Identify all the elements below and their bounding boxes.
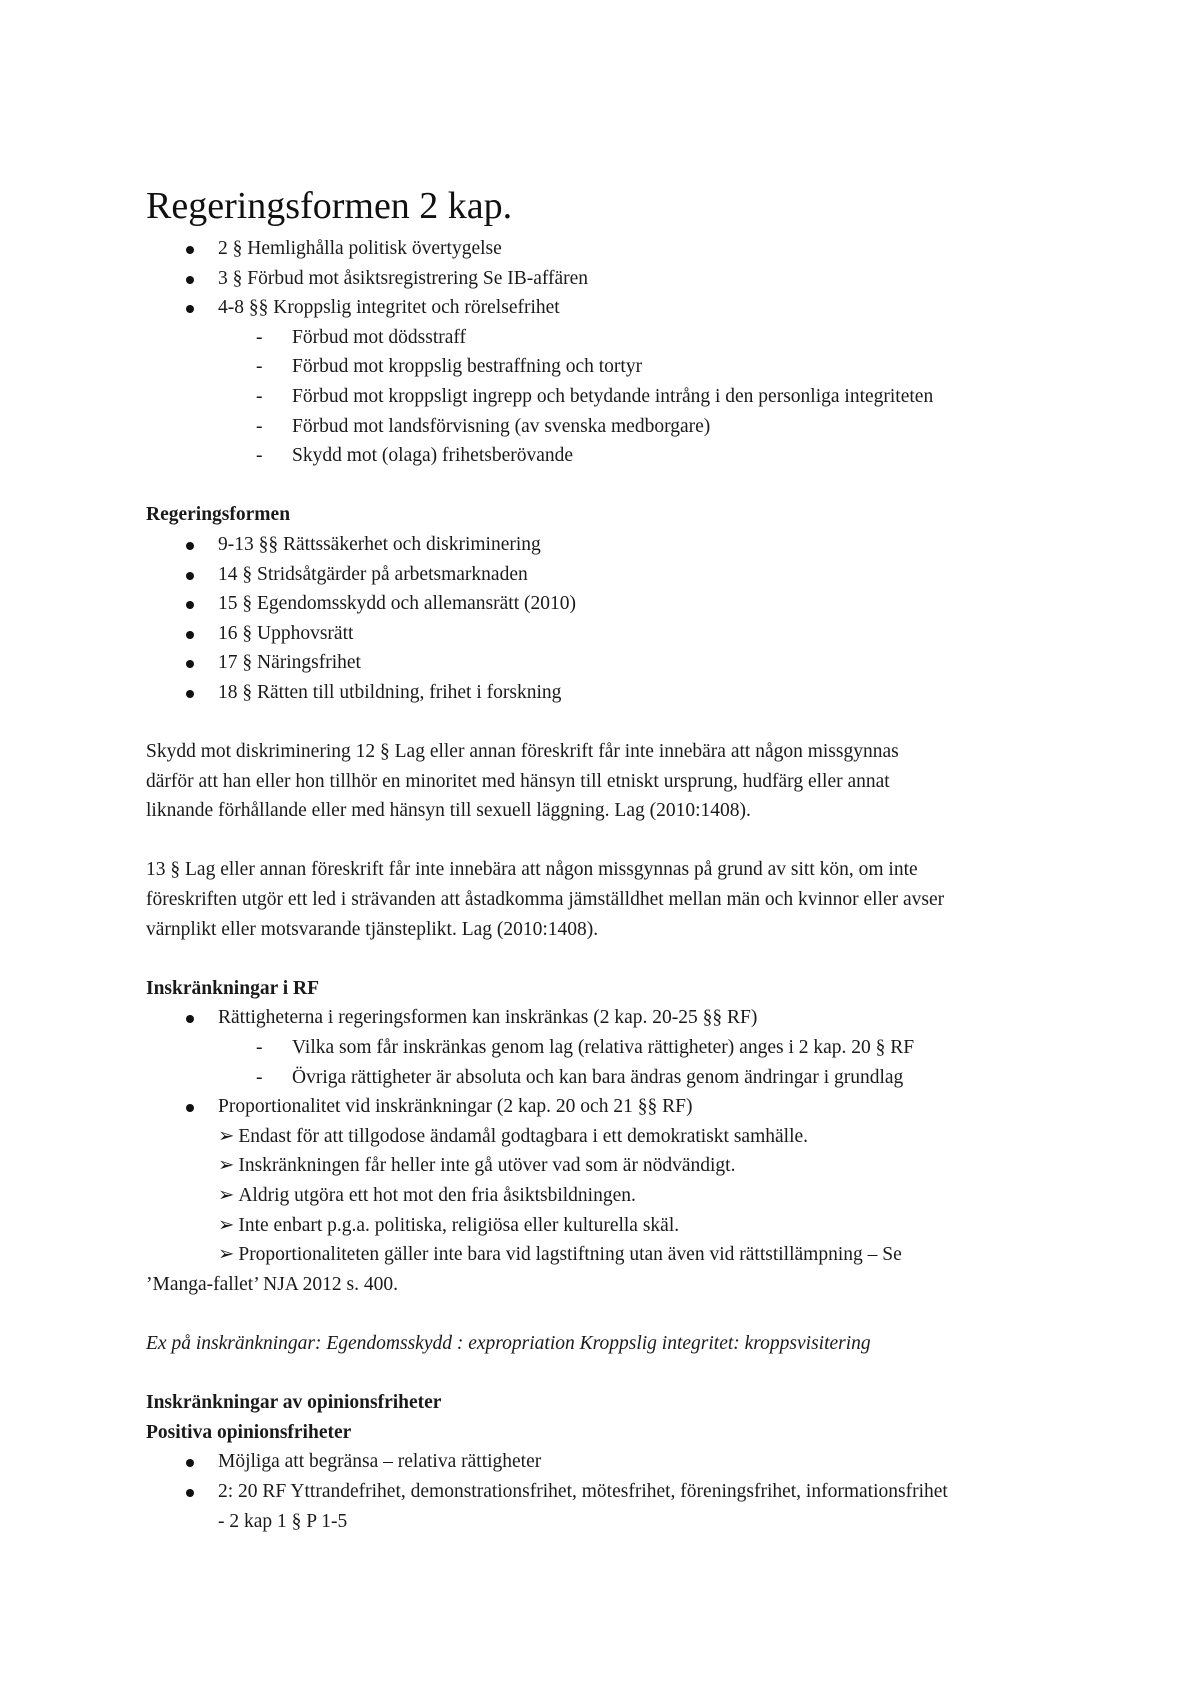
list-item: 17 § Näringsfrihet [146, 648, 1076, 678]
arrow-item-text: Endast för att tillgodose ändamål godtagbara i ett demokratiskt samhälle. [238, 1125, 809, 1147]
list-item: 14 § Stridsåtgärder på arbetsmarknaden [146, 560, 1076, 590]
list-item: 15 § Egendomsskydd och allemansrätt (2010) [146, 589, 1076, 619]
arrow-item-text: Inte enbart p.g.a. politiska, religiösa eller kulturella skäl. [238, 1214, 680, 1236]
arrow-bullet-icon: ➢ [218, 1125, 235, 1147]
sub-list-item: - Skydd mot (olaga) frihetsberövande [146, 441, 1076, 471]
paragraph-line: därför att han eller hon tillhör en minoritet med hänsyn till etniskt ursprung, hudfärg eller annat [146, 770, 890, 792]
arrow-item-text: Aldrig utgöra ett hot mot den fria åsiktsbildningen. [238, 1185, 636, 1206]
paragraph-discrimination [146, 737, 1076, 826]
arrow-bullet-icon: ➢ [218, 1185, 235, 1206]
arrow-bullet-icon: ➢ [218, 1155, 235, 1177]
page-title: Regeringsformen 2 kap. [146, 185, 513, 227]
document-page [146, 183, 1076, 1536]
section-heading: Regeringsformen [146, 504, 291, 526]
paragraph-line: liknande förhållande eller med hänsyn till sexuell läggning. Lag (2010:1408). [146, 800, 751, 822]
arrow-item-text: Inskränkningen får heller inte gå utöver vad som är nödvändigt. [238, 1155, 736, 1177]
paragraph-line: 13 § Lag eller annan föreskrift får inte innebära att någon missgynnas på grund av sitt kön, om inte [146, 859, 918, 881]
arrow-item-text: Proportionaliteten gäller inte bara vid lagstiftning utan även vid rättstillämpning – Se [238, 1244, 902, 1266]
arrow-list-item [146, 1122, 1076, 1152]
list-item: 9-13 §§ Rättssäkerhet och diskriminering [146, 530, 1076, 560]
arrow-bullet-icon: ➢ [218, 1214, 235, 1236]
list-item: Rättigheterna i regeringsformen kan inskränkas (2 kap. 20-25 §§ RF) [146, 1003, 1076, 1033]
arrow-list-item [146, 1211, 1076, 1241]
arrow-bullet-icon: ➢ [218, 1244, 235, 1266]
sub-list-item: - Förbud mot kroppslig bestraffning och tortyr [146, 352, 1076, 382]
section4-list [146, 1447, 1076, 1536]
section1-list [146, 234, 1076, 471]
list-item: 16 § Upphovsrätt [146, 619, 1076, 649]
paragraph-gender [146, 855, 1076, 944]
arrow-continuation: ’Manga-fallet’ NJA 2012 s. 400. [146, 1273, 399, 1295]
paragraph-line: Skydd mot diskriminering 12 § Lag eller annan föreskrift får inte innebära att någon missgynnas [146, 741, 899, 763]
sub-list-item: - Förbud mot landsförvisning (av svenska medborgare) [146, 412, 1076, 442]
section-heading: Inskränkningar i RF [146, 977, 320, 999]
list-item: 18 § Rätten till utbildning, frihet i forskning [146, 678, 1076, 708]
section-subheading: Positiva opinionsfriheter [146, 1421, 352, 1443]
list-item: 4-8 §§ Kroppslig integritet och rörelsefrihet [146, 293, 1076, 323]
example-line: Ex på inskränkningar: Egendomsskydd : expropriation Kroppslig integritet: kroppsvisitering [146, 1332, 871, 1354]
arrow-list-item [146, 1240, 1076, 1270]
arrow-list-item [146, 1151, 1076, 1181]
section2-list [146, 530, 1076, 708]
list-item: Möjliga att begränsa – relativa rättigheter [146, 1447, 1076, 1477]
section3-list [146, 1003, 1076, 1299]
paragraph-line: föreskriften utgör ett led i strävanden att åstadkomma jämställdhet mellan män och kvinnor eller avser [146, 889, 945, 911]
sub-list-item: - Förbud mot dödsstraff [146, 323, 1076, 353]
list-item: Proportionalitet vid inskränkningar (2 kap. 20 och 21 §§ RF) [146, 1092, 1076, 1122]
section-heading: Inskränkningar av opinionsfriheter [146, 1392, 442, 1414]
sub-list-item: - Vilka som får inskränkas genom lag (relativa rättigheter) anges i 2 kap. 20 § RF [146, 1033, 1076, 1063]
list-item: 2 § Hemlighålla politisk övertygelse [146, 234, 1076, 264]
list-item: 2: 20 RF Yttrandefrihet, demonstrationsfrihet, mötesfrihet, föreningsfrihet, informationsfrihet [146, 1477, 1076, 1507]
paragraph-line: värnplikt eller motsvarande tjänsteplikt. Lag (2010:1408). [146, 918, 599, 940]
list-item-continuation: - 2 kap 1 § P 1-5 [218, 1510, 348, 1532]
arrow-list-item [146, 1181, 1076, 1211]
list-item: 3 § Förbud mot åsiktsregistrering Se IB-affären [146, 264, 1076, 294]
sub-list-item: - Förbud mot kroppsligt ingrepp och betydande intrång i den personliga integriteten [146, 382, 1076, 412]
sub-list-item: - Övriga rättigheter är absoluta och kan bara ändras genom ändringar i grundlag [146, 1063, 1076, 1093]
